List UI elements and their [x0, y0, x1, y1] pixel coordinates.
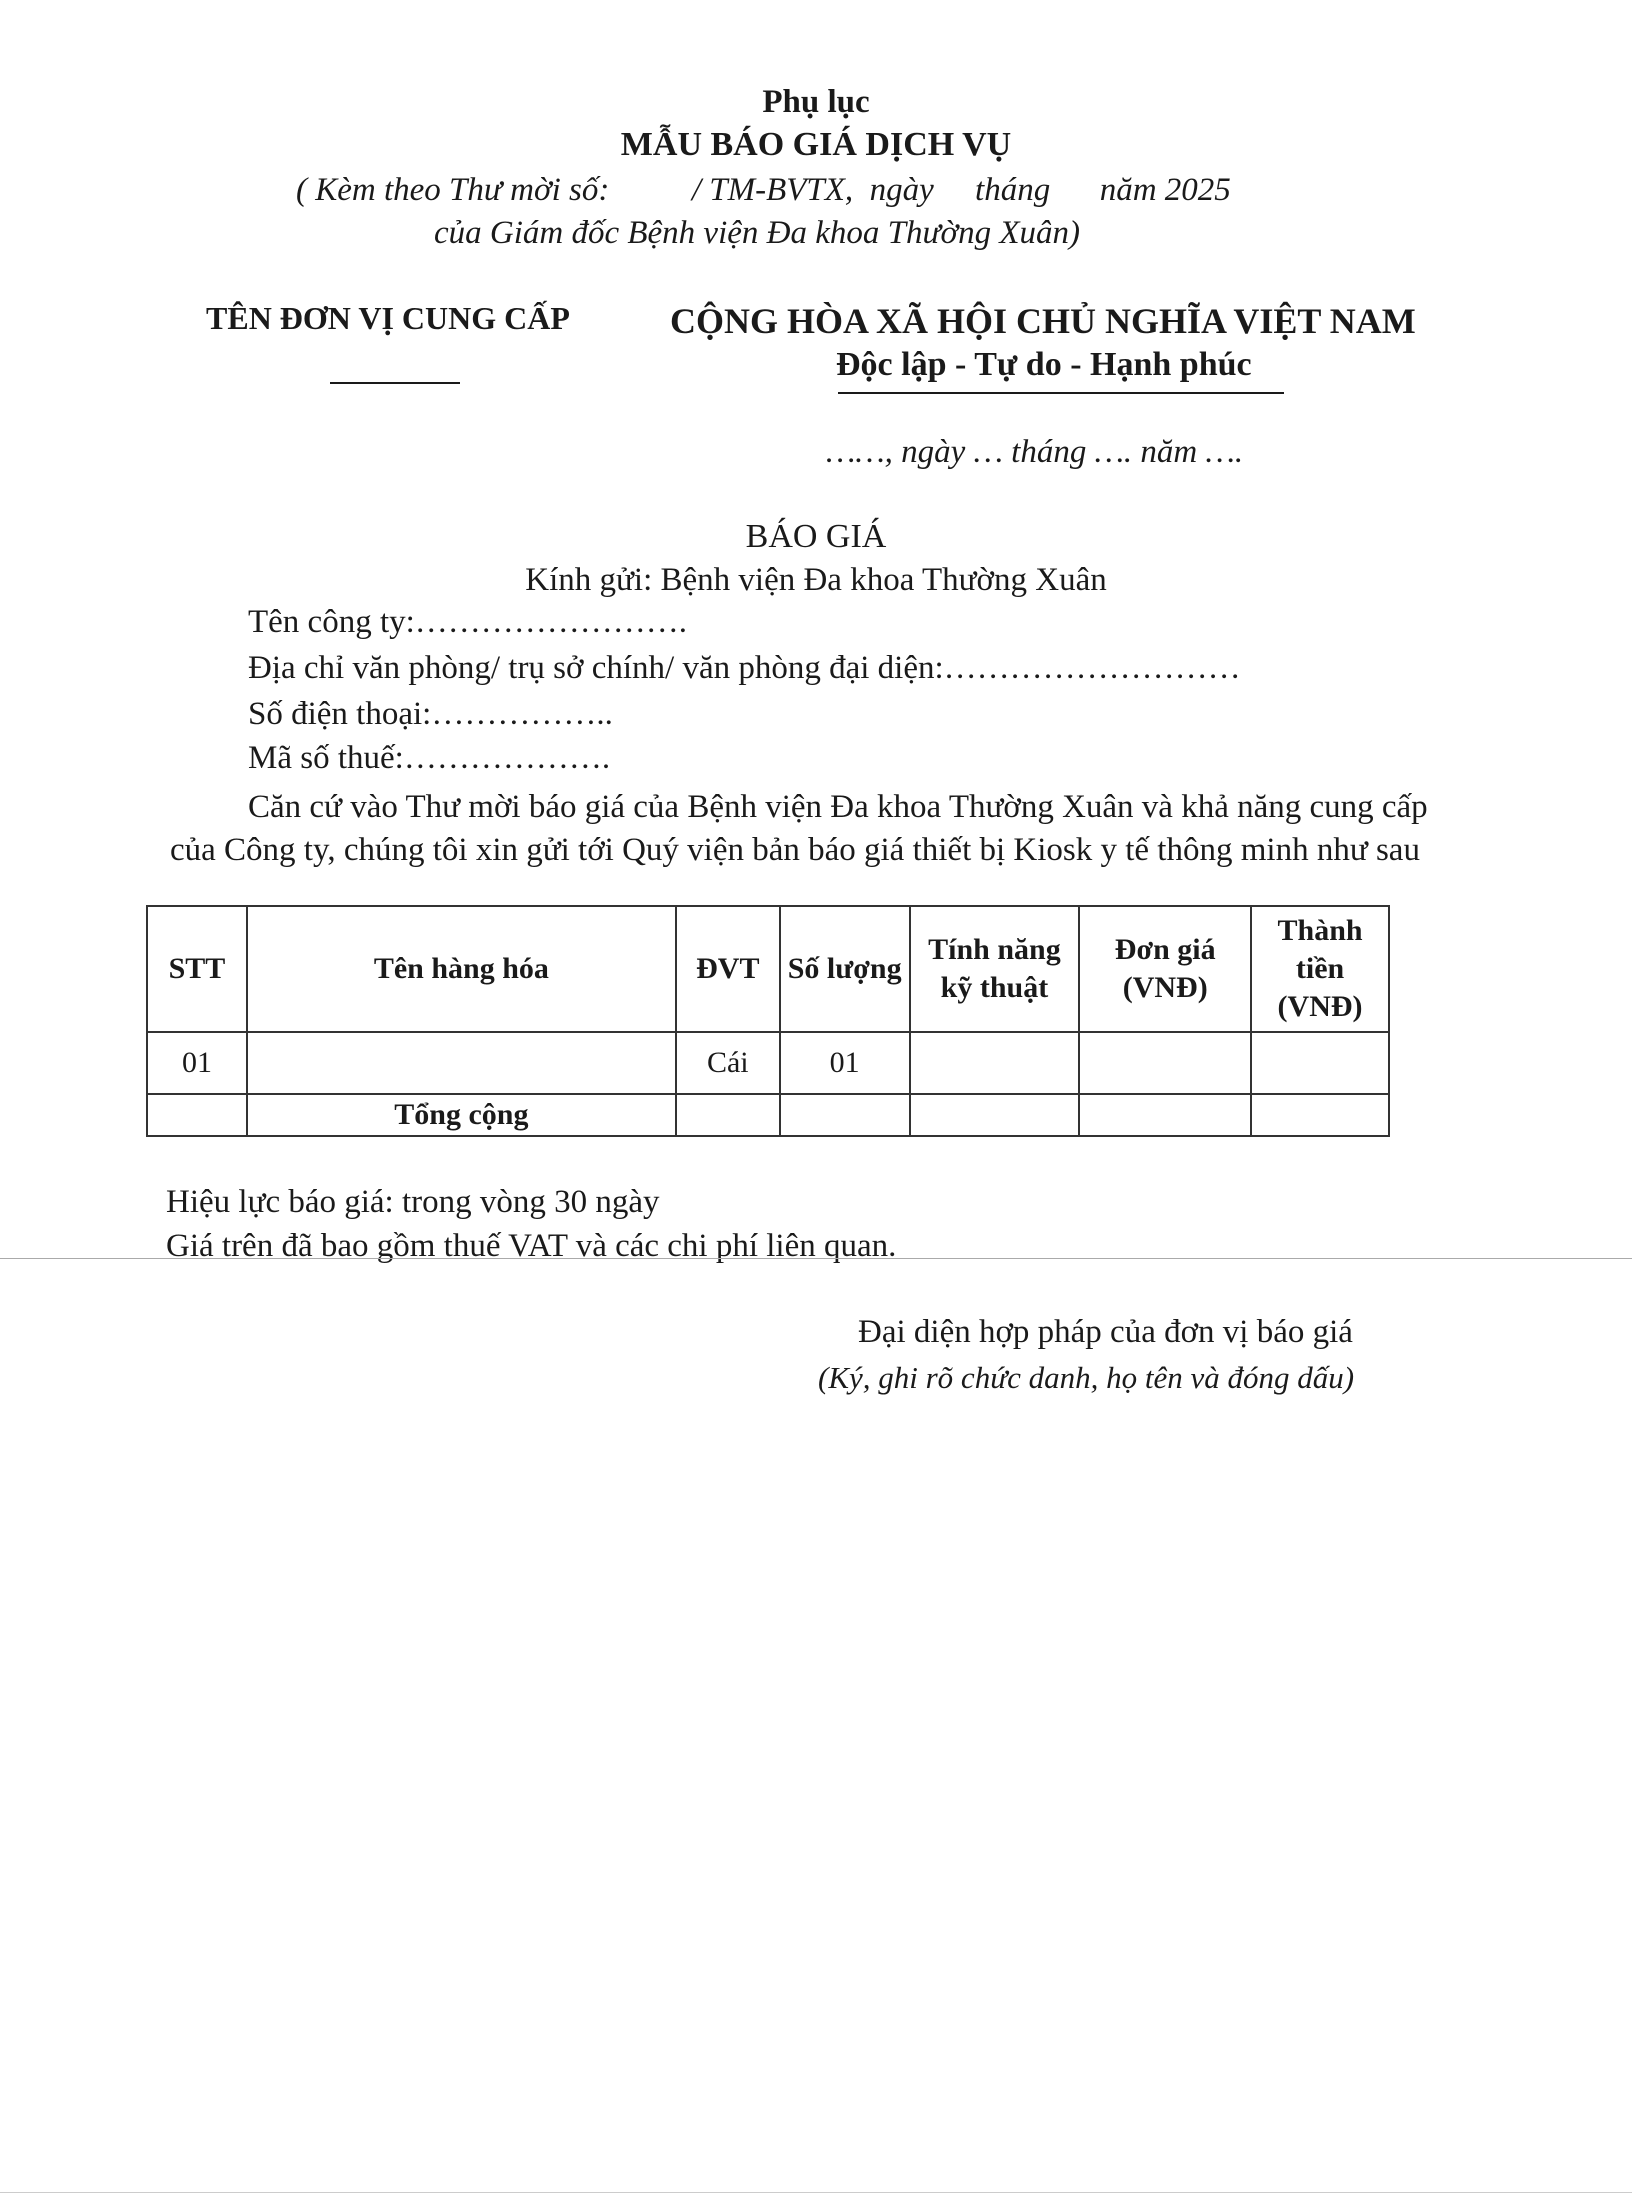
header-item-name: Tên hàng hóa: [247, 906, 676, 1032]
header-technical-features: Tính năng kỹ thuật: [910, 906, 1080, 1032]
quote-validity: Hiệu lực báo giá: trong vòng 30 ngày: [166, 1184, 660, 1220]
tax-code-field: Mã số thuế:……………….: [248, 740, 611, 776]
total-label: Tổng cộng: [247, 1094, 676, 1136]
header-total-amount: Thành tiền (VNĐ): [1251, 906, 1389, 1032]
attachment-reference-line1: ( Kèm theo Thư mời số: / TM-BVTX, ngày tháng năm 2025: [296, 172, 1231, 208]
signer-title: Đại diện hợp pháp của đơn vị báo giá: [858, 1314, 1353, 1350]
cell-total-amount: [1251, 1032, 1389, 1094]
body-paragraph-text: Căn cứ vào Thư mời báo giá của Bệnh viện Đa khoa Thường Xuân và khả năng cung cấp của Công ty, chúng tôi xin gửi tới Quý viện bản báo giá thiết bị Kiosk y tế thông minh như sau: [170, 789, 1428, 868]
body-paragraph: [170, 786, 1434, 872]
total-cell-unit: [676, 1094, 780, 1136]
total-cell-unit-price: [1079, 1094, 1251, 1136]
header-quantity: Số lượng: [780, 906, 910, 1032]
bottom-scan-line: [0, 2192, 1632, 2193]
cell-unit: Cái: [676, 1032, 780, 1094]
supplier-name-underline: [330, 382, 460, 384]
quote-table: [146, 905, 1390, 1137]
cell-item-name: [247, 1032, 676, 1094]
cell-quantity: 01: [780, 1032, 910, 1094]
total-cell-features: [910, 1094, 1080, 1136]
motto-underline: [838, 392, 1284, 394]
cell-technical-features: [910, 1032, 1080, 1094]
form-title: MẪU BÁO GIÁ DỊCH VỤ: [620, 126, 1012, 163]
appendix-label: Phụ lục: [762, 84, 870, 120]
phone-field: Số điện thoại:……………..: [248, 696, 613, 732]
table-row: [147, 1032, 1389, 1094]
table-total-row: [147, 1094, 1389, 1136]
nation-name: CỘNG HÒA XÃ HỘI CHỦ NGHĨA VIỆT NAM: [670, 301, 1416, 341]
quote-heading: BÁO GIÁ: [745, 518, 887, 555]
header-stt: STT: [147, 906, 247, 1032]
place-date-line: ……, ngày … tháng …. năm ….: [826, 434, 1244, 470]
header-unit-price: Đơn giá (VNĐ): [1079, 906, 1251, 1032]
supplier-name-label: TÊN ĐƠN VỊ CUNG CẤP: [206, 300, 570, 336]
cell-stt: 01: [147, 1032, 247, 1094]
scan-artifact-line: [0, 1258, 1632, 1259]
total-cell-stt: [147, 1094, 247, 1136]
address-field: Địa chỉ văn phòng/ trụ sở chính/ văn phòng đại diện:………………………: [248, 650, 1241, 686]
attachment-reference-line2: của Giám đốc Bệnh viện Đa khoa Thường Xuân): [434, 215, 1080, 251]
national-motto: Độc lập - Tự do - Hạnh phúc: [836, 346, 1252, 383]
total-cell-quantity: [780, 1094, 910, 1136]
cell-unit-price: [1079, 1032, 1251, 1094]
header-unit: ĐVT: [676, 906, 780, 1032]
company-name-field: Tên công ty:…………………….: [248, 604, 688, 640]
total-cell-amount: [1251, 1094, 1389, 1136]
table-header-row: [147, 906, 1389, 1032]
signature-instruction: (Ký, ghi rõ chức danh, họ tên và đóng dấu): [818, 1360, 1355, 1395]
vat-note: Giá trên đã bao gồm thuế VAT và các chi phí liên quan.: [166, 1228, 897, 1264]
recipient-line: Kính gửi: Bệnh viện Đa khoa Thường Xuân: [525, 562, 1107, 598]
